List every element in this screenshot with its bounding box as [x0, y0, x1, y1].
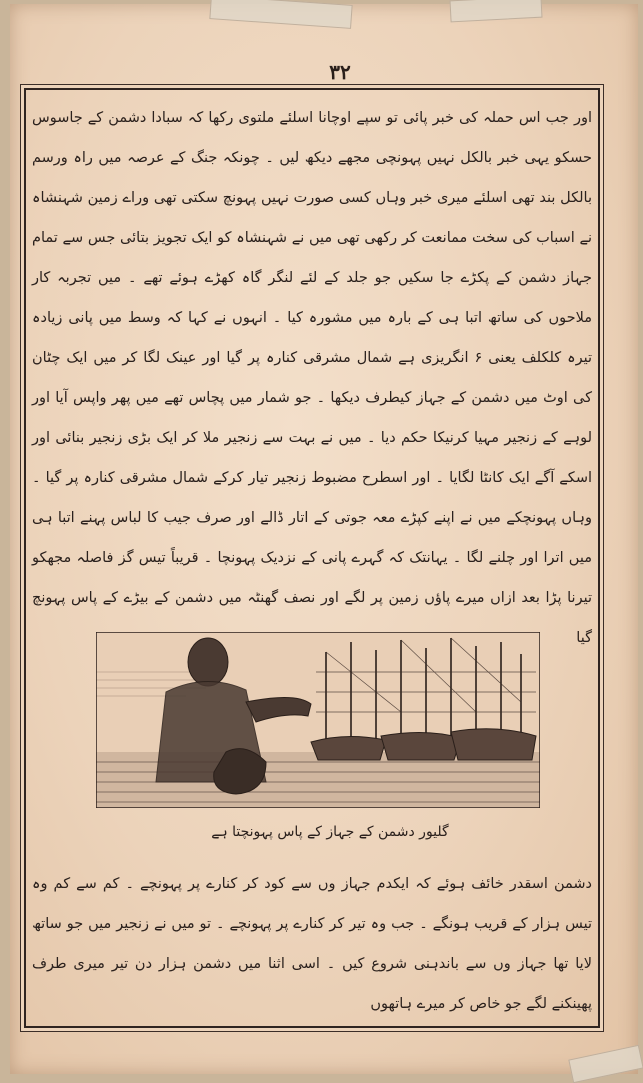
- tape-bottom-right: [568, 1045, 643, 1083]
- passage-upper-text: اور جب اس حملہ کی خبر پائی تو سپے اوچانا اسلئے ملتوی رکھا کہ سبادا دشمن کے جاسوس حسکو یہی خبر بالکل نہیں پہونچی مجھے دیکھ لیں ۔ چونکہ جنگ کے عرصہ میں راہ ورسم بالکل بند تھی اسلئے میری خبر وہاں کسی صورت نہیں پہونچ سکتی تھی وراے زمین شہنشاہ نے اسباب کی سخت ممانعت کر رکھی تھی میں نے شہنشاہ کو ایک تجویز بتائی جس سے تمام جہاز دشمن کے پکڑے جا سکیں جو جلد کے لئے لنگر گاہ کھڑے ہوئے تھے ۔ میں تجربہ کار ملاحوں کی ساتھ اتبا ہی کے بارہ میں مشورہ کیا ۔ انہوں نے کہا کہ وسط میں پانی زیادہ تیرہ کلکلف یعنی ۶ انگریزی ہے شمال مشرقی کنارہ پر گیا اور عینک لگا کر میں ایک چٹان کی اوٹ میں دشمن کے جہاز کیطرف دیکھا ۔ جو شمار میں پچاس تھے میں پھر واپس آیا اور لوہے کے زنجیر مہیا کرنیکا حکم دیا ۔ میں نے بہت سے زنجیر ملا کر ایک بڑی زنجیر بنائی اور اسکے آگے ایک کانٹا لگایا ۔ اور اسطرح مضبوط زنجیر تیار کرکے شمال مشرقی کنارہ پر گیا ۔ وہاں پہونچکے میں نے اپنے کپڑے معہ جوتی کے اتار ڈالے اور صرف جیب کا لباس پہنے اتبا ہی میں اترا اور چلنے لگا ۔ یہانتک کہ گہرے پانی کے نزدیک پہونچا ۔ قریباً تیس گز فاصلہ مجھکو تیرنا پڑا بعد ازاں میرے پاؤں زمین پر لگے اور نصف گھنٹہ میں دشمن کے بیڑے کے پاس پہونچ گیا: [32, 110, 592, 646]
- page-number: ۳۲: [329, 60, 351, 84]
- book-page: [10, 4, 638, 1074]
- tape-top-left: [209, 0, 352, 29]
- passage-lower-text: دشمن اسقدر خائف ہوئے کہ ایکدم جہاز وں سے کود کر کنارے پر پہونچے ۔ کم سے کم وہ تیس ہزار کے قریب ہونگے ۔ جب وہ تیر کر کنارے پر پہونچے ۔ تو میں نے زنجیر میں جو ساتھ لایا تھا جہاز وں سے باندہنی شروع کیں ۔ اسی اثنا میں دشمن ہزار دن تیر میری طرف پھینکنے لگے جو خاص کر میرے ہاتھوں: [32, 876, 592, 1012]
- tape-top-right: [449, 0, 542, 22]
- ship-illustration: [96, 632, 540, 808]
- passage-upper: [32, 98, 592, 658]
- illustration-caption: گلیور دشمن کے جہاز کے پاس پہونچتا ہے: [211, 824, 449, 840]
- passage-lower: [32, 864, 592, 1024]
